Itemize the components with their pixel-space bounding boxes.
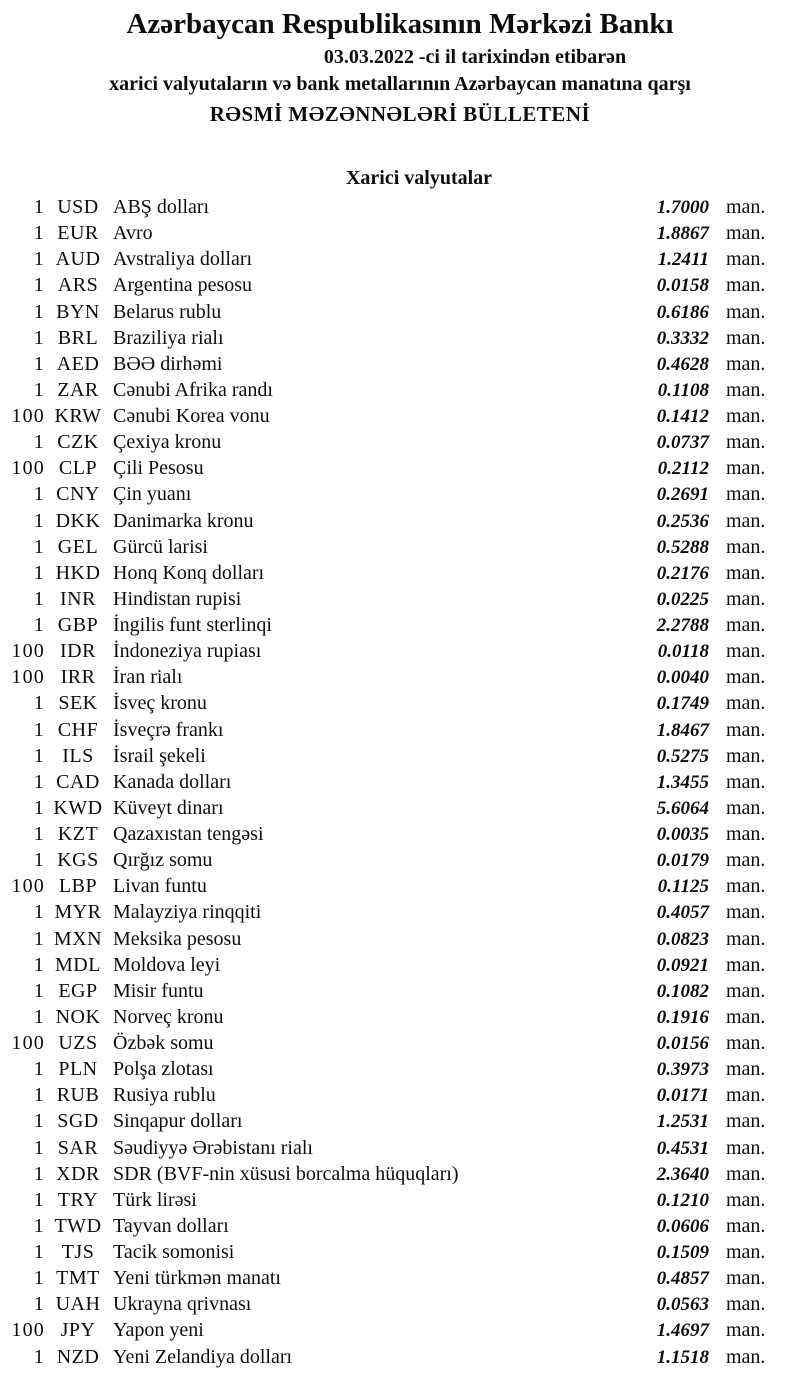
currency-code-cell: NZD [56, 1345, 100, 1368]
quantity-cell: 1 [33, 1293, 45, 1316]
unit-cell: man. [726, 352, 766, 375]
table-row [0, 926, 800, 952]
currency-name-cell: Sinqapur dolları [113, 1110, 243, 1133]
table-row [0, 717, 800, 743]
table-row [0, 351, 800, 377]
table-row [0, 1056, 800, 1082]
rate-cell: 0.0035 [656, 824, 709, 845]
unit-cell: man. [726, 979, 766, 1002]
unit-cell: man. [726, 823, 766, 845]
rate-cell: 0.0823 [656, 928, 709, 950]
quantity-cell: 1 [33, 796, 45, 819]
table-row [0, 194, 800, 220]
unit-cell: man. [726, 1005, 766, 1028]
unit-cell: man. [726, 535, 766, 558]
quantity-cell: 1 [33, 483, 45, 506]
currency-code-cell: TJS [61, 1241, 95, 1263]
rate-cell: 0.0158 [656, 275, 709, 297]
currency-code-cell: CNY [56, 483, 100, 506]
rate-cell: 0.1125 [657, 876, 709, 898]
table-row [0, 795, 800, 821]
table-row [0, 429, 800, 455]
table-row [0, 1030, 800, 1056]
rate-cell: 0.1108 [657, 379, 709, 401]
currency-code-cell: UAH [55, 1293, 101, 1316]
currency-code-cell: RUB [56, 1084, 100, 1107]
currency-code-cell: MXN [53, 927, 103, 950]
table-row [0, 455, 800, 481]
currency-code-cell: CLP [58, 457, 98, 480]
rate-cell: 0.1412 [656, 406, 709, 427]
rate-cell: 0.1749 [656, 693, 709, 715]
table-row [0, 769, 800, 795]
quantity-cell: 1 [33, 692, 45, 715]
table-row [0, 560, 800, 586]
table-row [0, 978, 800, 1004]
table-row [0, 1082, 800, 1108]
rate-cell: 0.1082 [656, 980, 709, 1002]
currency-code-cell: GBP [57, 614, 99, 636]
rate-cell: 0.0118 [657, 641, 709, 663]
currency-code-cell: IDR [60, 640, 96, 663]
currency-code-cell: AED [56, 352, 100, 375]
section-title-foreign-currencies: Xarici valyutalar [345, 167, 493, 189]
quantity-cell: 1 [33, 509, 45, 532]
table-row [0, 1265, 800, 1291]
unit-cell: man. [726, 248, 766, 271]
quantity-cell: 1 [33, 1110, 45, 1133]
unit-cell: man. [726, 326, 766, 349]
currency-name-cell: Çexiya kronu [113, 431, 222, 454]
currency-code-cell: KRW [54, 405, 102, 427]
rate-cell: 0.2536 [656, 510, 709, 532]
currency-code-cell: ZAR [57, 378, 99, 401]
rate-cell: 0.4857 [656, 1268, 709, 1290]
unit-cell: man. [726, 1032, 766, 1054]
bulletin-title: RƏSMİ MƏZƏNNƏLƏRİ BÜLLETENİ [209, 102, 591, 126]
table-row [0, 743, 800, 769]
currency-name-cell: Tayvan dolları [113, 1214, 229, 1237]
table-row [0, 1187, 800, 1213]
currency-name-cell: Özbək somu [113, 1032, 214, 1054]
currency-code-cell: CAD [56, 770, 100, 793]
currency-name-cell: İsveç kronu [113, 692, 207, 715]
table-row [0, 847, 800, 873]
currency-name-cell: Yeni Zelandiya dolları [113, 1345, 293, 1368]
rate-cell: 1.2411 [657, 249, 709, 271]
table-row [0, 403, 800, 429]
table-row [0, 690, 800, 716]
table-row [0, 612, 800, 638]
currency-code-cell: IRR [60, 666, 96, 689]
unit-cell: man. [726, 614, 766, 636]
rate-cell: 0.0040 [656, 667, 709, 689]
currency-name-cell: İsrail şekeli [113, 744, 206, 767]
unit-cell: man. [726, 431, 766, 454]
rate-cell: 1.7000 [656, 197, 709, 218]
currency-code-cell: TWD [54, 1214, 102, 1237]
unit-cell: man. [726, 1188, 766, 1211]
effective-date-line: 03.03.2022 -ci il tarixindən etibarən [323, 46, 627, 68]
rate-cell: 2.3640 [656, 1163, 709, 1185]
currency-code-cell: GEL [57, 535, 99, 558]
currency-name-cell: Meksika pesosu [113, 927, 242, 950]
quantity-cell: 1 [33, 431, 45, 454]
rate-cell: 0.3973 [656, 1059, 709, 1081]
currency-code-cell: CHF [57, 718, 99, 741]
currency-name-cell: Malayziya rinqqiti [113, 901, 262, 924]
table-row [0, 377, 800, 403]
currency-code-cell: INR [60, 587, 96, 610]
table-row [0, 1239, 800, 1265]
table-row [0, 534, 800, 560]
currency-name-cell: Avro [113, 222, 153, 245]
rate-cell: 0.0179 [656, 850, 709, 872]
currency-code-cell: KZT [57, 823, 99, 845]
rate-cell: 5.6064 [656, 797, 709, 819]
quantity-cell: 1 [33, 1214, 45, 1237]
unit-cell: man. [726, 1214, 766, 1237]
currency-name-cell: Moldova leyi [113, 953, 221, 976]
unit-cell: man. [726, 1084, 766, 1107]
rate-cell: 0.2176 [656, 562, 709, 584]
unit-cell: man. [726, 927, 766, 950]
currency-name-cell: Argentina pesosu [113, 274, 253, 297]
unit-cell: man. [726, 587, 766, 610]
quantity-cell: 1 [33, 352, 45, 375]
currency-name-cell: SDR (BVF-nin xüsusi borcalma hüquqları) [113, 1162, 459, 1185]
unit-cell: man. [726, 300, 766, 323]
unit-cell: man. [726, 770, 766, 793]
table-row [0, 1317, 800, 1343]
currency-code-cell: SEK [58, 692, 98, 715]
rate-cell: 0.4531 [656, 1137, 709, 1159]
quantity-cell: 1 [33, 979, 45, 1002]
currency-name-cell: Qırğız somu [113, 849, 213, 872]
rate-cell: 0.0921 [656, 954, 709, 976]
unit-cell: man. [726, 796, 766, 819]
table-row [0, 821, 800, 847]
quantity-cell: 1 [33, 927, 45, 950]
table-row [0, 873, 800, 899]
rate-cell: 1.2531 [656, 1111, 709, 1133]
quantity-cell: 1 [33, 953, 45, 976]
currency-code-cell: BYN [56, 300, 100, 323]
unit-cell: man. [726, 1293, 766, 1316]
quantity-cell: 1 [33, 1058, 45, 1081]
currency-code-cell: BRL [57, 326, 99, 349]
unit-cell: man. [726, 640, 766, 663]
currency-name-cell: İran rialı [113, 666, 183, 689]
quantity-cell: 1 [33, 1136, 45, 1159]
currency-code-cell: EUR [57, 222, 99, 245]
currency-code-cell: TRY [57, 1188, 99, 1211]
currency-name-cell: Belarus rublu [113, 300, 222, 323]
unit-cell: man. [726, 1267, 766, 1290]
quantity-cell: 1 [33, 326, 45, 349]
rate-cell: 0.6186 [656, 301, 709, 323]
unit-cell: man. [726, 875, 766, 898]
quantity-cell: 1 [33, 196, 45, 218]
quantity-cell: 1 [33, 587, 45, 610]
rate-cell: 0.1509 [656, 1242, 709, 1263]
table-row [0, 1004, 800, 1030]
table-row [0, 1108, 800, 1134]
rates-table [0, 194, 800, 1370]
currency-code-cell: XDR [56, 1162, 100, 1185]
quantity-cell: 100 [11, 666, 45, 689]
currency-name-cell: Cənubi Korea vonu [113, 405, 270, 427]
currency-name-cell: Avstraliya dolları [113, 248, 253, 271]
currency-name-cell: Hindistan rupisi [113, 587, 242, 610]
rate-cell: 1.8467 [656, 719, 709, 741]
rate-cell: 0.0606 [656, 1215, 709, 1237]
quantity-cell: 1 [33, 823, 45, 845]
currency-name-cell: Kanada dolları [113, 770, 232, 793]
quantity-cell: 1 [33, 248, 45, 271]
rate-cell: 0.0563 [656, 1294, 709, 1316]
table-row [0, 1135, 800, 1161]
unit-cell: man. [726, 222, 766, 245]
currency-code-cell: KWD [53, 796, 103, 819]
unit-cell: man. [726, 1241, 766, 1263]
currency-code-cell: JPY [60, 1319, 96, 1342]
unit-cell: man. [726, 1162, 766, 1185]
rate-cell: 0.5288 [656, 536, 709, 558]
quantity-cell: 100 [11, 875, 45, 898]
unit-cell: man. [726, 692, 766, 715]
currency-code-cell: AUD [55, 248, 101, 271]
quantity-cell: 1 [33, 535, 45, 558]
unit-cell: man. [726, 561, 766, 584]
table-row [0, 952, 800, 978]
unit-cell: man. [726, 1136, 766, 1159]
currency-code-cell: ILS [62, 744, 94, 767]
rate-cell: 0.5275 [656, 745, 709, 767]
currency-name-cell: BƏƏ dirhəmi [113, 352, 223, 375]
currency-name-cell: Norveç kronu [113, 1005, 224, 1028]
currency-code-cell: KGS [57, 849, 99, 872]
unit-cell: man. [726, 1058, 766, 1081]
quantity-cell: 1 [33, 614, 45, 636]
rate-cell: 0.1916 [656, 1006, 709, 1028]
currency-name-cell: Polşa zlotası [113, 1058, 214, 1081]
unit-cell: man. [726, 849, 766, 872]
currency-code-cell: LBP [58, 875, 98, 898]
unit-cell: man. [726, 405, 766, 427]
currency-name-cell: İsveçrə frankı [113, 718, 224, 741]
table-row [0, 481, 800, 507]
table-row [0, 220, 800, 246]
quantity-cell: 1 [33, 1345, 45, 1368]
rate-cell: 0.2112 [657, 458, 709, 480]
rate-cell: 0.2691 [656, 484, 709, 506]
currency-name-cell: Gürcü larisi [113, 535, 208, 558]
table-row [0, 1344, 800, 1370]
table-row [0, 272, 800, 298]
currency-code-cell: UZS [58, 1032, 98, 1054]
subtitle-line: xarici valyutaların və bank metallarının Azərbaycan manatına qarşı [109, 73, 691, 95]
table-row [0, 299, 800, 325]
currency-name-cell: Ukrayna qrivnası [113, 1293, 252, 1316]
currency-name-cell: Küveyt dinarı [113, 796, 224, 819]
quantity-cell: 100 [11, 1319, 45, 1342]
currency-name-cell: Honq Konq dolları [113, 561, 265, 584]
unit-cell: man. [726, 196, 766, 218]
currency-name-cell: ABŞ dolları [113, 196, 210, 218]
unit-cell: man. [726, 1345, 766, 1368]
table-row [0, 664, 800, 690]
unit-cell: man. [726, 744, 766, 767]
rate-cell: 1.4697 [656, 1320, 709, 1342]
unit-cell: man. [726, 953, 766, 976]
currency-code-cell: HKD [55, 561, 101, 584]
quantity-cell: 100 [11, 457, 45, 480]
currency-code-cell: MYR [54, 901, 102, 924]
quantity-cell: 1 [33, 744, 45, 767]
currency-name-cell: Livan funtu [113, 875, 207, 898]
rate-cell: 1.8867 [656, 223, 709, 245]
rate-cell: 0.0171 [656, 1085, 709, 1107]
currency-name-cell: İndoneziya rupiası [113, 640, 262, 663]
currency-name-cell: İngilis funt sterlinqi [113, 614, 272, 636]
currency-name-cell: Tacik somonisi [113, 1241, 235, 1263]
currency-name-cell: Rusiya rublu [113, 1084, 216, 1107]
quantity-cell: 1 [33, 1188, 45, 1211]
quantity-cell: 1 [33, 378, 45, 401]
table-row [0, 899, 800, 925]
rate-cell: 0.0156 [656, 1033, 709, 1054]
currency-name-cell: Yeni türkmən manatı [113, 1267, 281, 1290]
quantity-cell: 1 [33, 222, 45, 245]
quantity-cell: 1 [33, 1267, 45, 1290]
table-row [0, 638, 800, 664]
unit-cell: man. [726, 274, 766, 297]
rate-cell: 0.4057 [656, 902, 709, 924]
currency-name-cell: Yapon yeni [113, 1319, 204, 1342]
currency-name-cell: Çin yuanı [113, 483, 192, 506]
rate-cell: 0.3332 [656, 327, 709, 349]
currency-name-cell: Braziliya rialı [113, 326, 224, 349]
quantity-cell: 1 [33, 1162, 45, 1185]
quantity-cell: 1 [33, 561, 45, 584]
quantity-cell: 1 [33, 1005, 45, 1028]
quantity-cell: 1 [33, 901, 45, 924]
quantity-cell: 1 [33, 718, 45, 741]
currency-code-cell: CZK [57, 431, 99, 454]
unit-cell: man. [726, 1110, 766, 1133]
currency-name-cell: Səudiyyə Ərəbistanı rialı [113, 1136, 313, 1159]
currency-name-cell: Çili Pesosu [113, 457, 204, 480]
rate-cell: 1.3455 [656, 771, 709, 793]
quantity-cell: 100 [11, 1032, 45, 1054]
currency-code-cell: NOK [55, 1005, 101, 1028]
currency-name-cell: Qazaxıstan tengəsi [113, 823, 264, 845]
currency-code-cell: MDL [55, 953, 101, 976]
quantity-cell: 1 [33, 300, 45, 323]
bulletin-header [0, 0, 800, 128]
currency-name-cell: Türk lirəsi [113, 1188, 197, 1211]
page-title: Azərbaycan Respublikasının Mərkəzi Bankı [126, 8, 674, 40]
currency-code-cell: ARS [57, 274, 99, 297]
quantity-cell: 1 [33, 1241, 45, 1263]
rate-cell: 0.0225 [656, 588, 709, 610]
quantity-cell: 1 [33, 849, 45, 872]
currency-code-cell: DKK [55, 509, 101, 532]
table-row [0, 325, 800, 351]
rate-cell: 0.4628 [656, 353, 709, 375]
rate-cell: 2.2788 [656, 615, 709, 636]
unit-cell: man. [726, 666, 766, 689]
table-row [0, 246, 800, 272]
unit-cell: man. [726, 901, 766, 924]
currency-code-cell: SAR [57, 1136, 99, 1159]
unit-cell: man. [726, 509, 766, 532]
table-row [0, 1161, 800, 1187]
unit-cell: man. [726, 457, 766, 480]
unit-cell: man. [726, 483, 766, 506]
currency-code-cell: TMT [56, 1267, 100, 1290]
rate-cell: 0.0737 [656, 432, 709, 454]
currency-code-cell: PLN [58, 1058, 98, 1081]
currency-code-cell: USD [57, 196, 99, 218]
rate-cell: 0.1210 [656, 1189, 709, 1211]
table-row [0, 1213, 800, 1239]
quantity-cell: 1 [33, 274, 45, 297]
unit-cell: man. [726, 718, 766, 741]
quantity-cell: 100 [11, 640, 45, 663]
unit-cell: man. [726, 1319, 766, 1342]
currency-code-cell: EGP [58, 979, 98, 1002]
currency-name-cell: Misir funtu [113, 979, 204, 1002]
currency-name-cell: Danimarka kronu [113, 509, 254, 532]
quantity-cell: 100 [11, 405, 45, 427]
table-row [0, 508, 800, 534]
table-row [0, 1291, 800, 1317]
quantity-cell: 1 [33, 770, 45, 793]
table-row [0, 586, 800, 612]
rate-cell: 1.1518 [656, 1346, 709, 1368]
unit-cell: man. [726, 378, 766, 401]
currency-code-cell: SGD [57, 1110, 99, 1133]
quantity-cell: 1 [33, 1084, 45, 1107]
currency-name-cell: Cənubi Afrika randı [113, 378, 273, 401]
